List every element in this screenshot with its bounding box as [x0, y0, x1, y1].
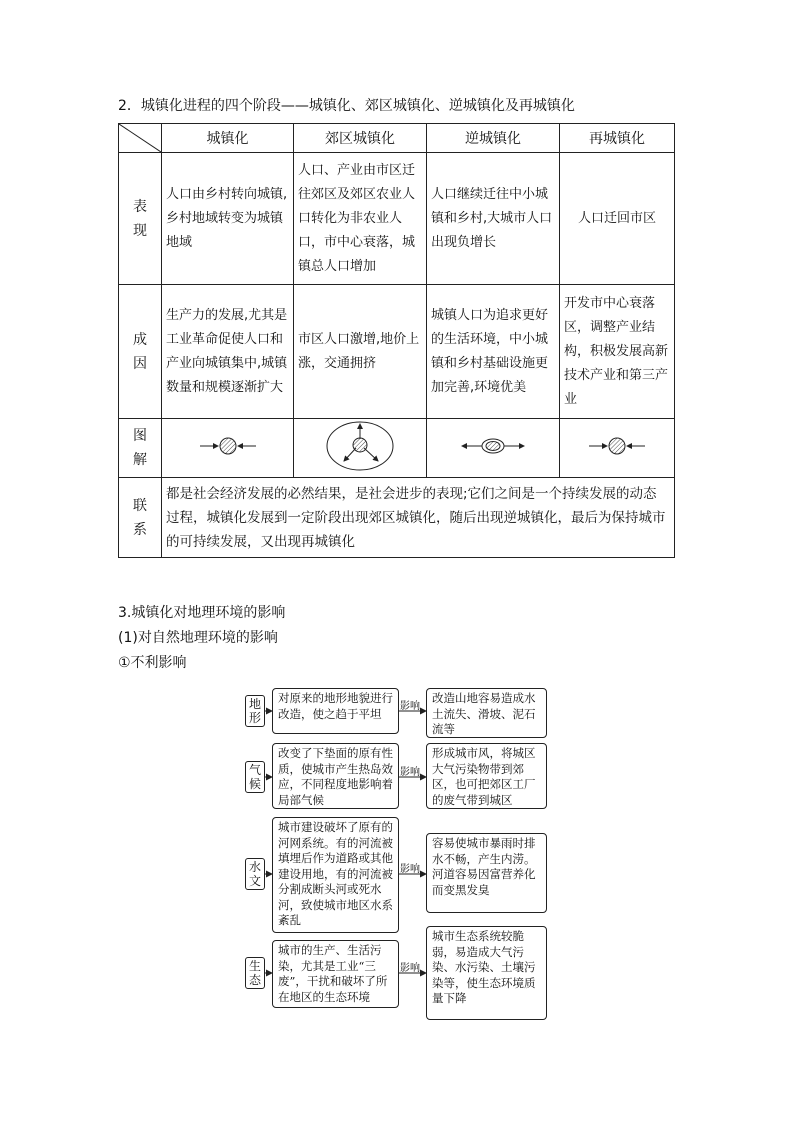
section2-title: 2．城镇化进程的四个阶段——城镇化、郊区城镇化、逆城镇化及再城镇化	[118, 98, 575, 114]
col-header-reurbanization: 再城镇化	[560, 124, 675, 153]
inward-arrows-icon	[587, 434, 647, 458]
flow-tag-hydrology: 水文	[245, 858, 265, 890]
cell-performance-suburbanization: 人口、产业由市区迁往郊区及郊区农业人口转化为非农业人口，市中心衰落，城镇总人口增加	[294, 153, 427, 285]
col-header-urbanization: 城镇化	[162, 124, 294, 153]
flow-tag-terrain: 地形	[245, 695, 265, 727]
flow-cause-hydrology: 城市建设破坏了原有的河网系统。有的河流被填埋后作为道路或其他建设用地，有的河流被分割成断头河或死水河，致使城市地区水系紊乱	[272, 817, 399, 933]
section3-title: 3.城镇化对地理环境的影响	[118, 605, 286, 621]
diagram-counterurbanization	[427, 419, 560, 478]
flow-effect-ecology: 城市生态系统较脆弱，易造成大气污染、水污染、土壤污染等，使生态环境质量下降	[426, 926, 547, 1020]
col-header-counterurbanization: 逆城镇化	[427, 124, 560, 153]
row-label-performance: 表 现	[119, 153, 162, 285]
col-header-suburbanization: 郊区城镇化	[294, 124, 427, 153]
row-label-causes: 成 因	[119, 285, 162, 419]
flow-arrow-label: 影响	[400, 701, 420, 712]
urbanization-stages-table	[118, 123, 675, 558]
cell-causes-counterurbanization: 城镇人口为追求更好的生活环境，中小城镇和乡村基础设施更加完善,环境优美	[427, 285, 560, 419]
flow-tag-ecology: 生态	[245, 957, 265, 989]
flow-tag-climate: 气候	[245, 761, 265, 793]
corner-cell	[119, 124, 162, 153]
diagram-urbanization	[162, 419, 294, 478]
row-label-relationship: 联 系	[119, 478, 162, 558]
flow-cause-climate: 改变了下垫面的原有性质，使城市产生热岛效应，不同程度地影响着局部气候	[272, 743, 399, 809]
cell-performance-reurbanization: 人口迁回市区	[560, 153, 675, 285]
flow-effect-climate: 形成城市风，将城区大气污染物带到郊区，也可把郊区工厂的废气带到城区	[426, 743, 547, 809]
diagram-suburbanization	[294, 419, 427, 478]
flow-arrow-label: 影响	[400, 864, 420, 875]
flow-arrow-label: 影响	[400, 767, 420, 778]
cell-performance-counterurbanization: 人口继续迁往中小城镇和乡村,大城市人口出现负增长	[427, 153, 560, 285]
cell-causes-suburbanization: 市区人口激增,地价上涨，交通拥挤	[294, 285, 427, 419]
flow-effect-hydrology: 容易使城市暴雨时排水不畅，产生内涝。河道容易因富营养化而变黑发臭	[426, 833, 547, 913]
row-label-diagram: 图 解	[119, 419, 162, 478]
flow-cause-ecology: 城市的生产、生活污染，尤其是工业“三废”，干扰和破坏了所在地区的生态环境	[272, 940, 399, 1008]
diagonal-line	[119, 124, 161, 152]
diagram-reurbanization	[560, 419, 675, 478]
flow-effect-terrain: 改造山地容易造成水土流失、滑坡、泥石流等	[426, 688, 547, 738]
cell-relationship: 都是社会经济发展的必然结果，是社会进步的表现;它们之间是一个持续发展的动态过程，城镇化发展到一定阶段出现郊区城镇化，随后出现逆城镇化，最后为保持城市的可持续发展，又出现再城镇化	[162, 478, 675, 558]
cell-causes-reurbanization: 开发市中心衰落区，调整产业结构，积极发展高新技术产业和第三产业	[560, 285, 675, 419]
flow-arrow-label: 影响	[400, 963, 420, 974]
flow-cause-terrain: 对原来的地形地貌进行改造，使之趋于平坦	[272, 688, 399, 734]
cell-causes-urbanization: 生产力的发展,尤其是工业革命促使人口和产业向城镇集中,城镇数量和规模逐渐扩大	[162, 285, 294, 419]
section3-sub2: ①不利影响	[118, 655, 187, 671]
inward-arrows-icon	[198, 434, 258, 458]
outward-horizontal-arrows-icon	[458, 434, 528, 458]
section3-sub1: (1)对自然地理环境的影响	[118, 630, 278, 646]
cell-performance-urbanization: 人口由乡村转向城镇,乡村地域转变为城镇地域	[162, 153, 294, 285]
outward-arrows-icon	[324, 419, 396, 473]
